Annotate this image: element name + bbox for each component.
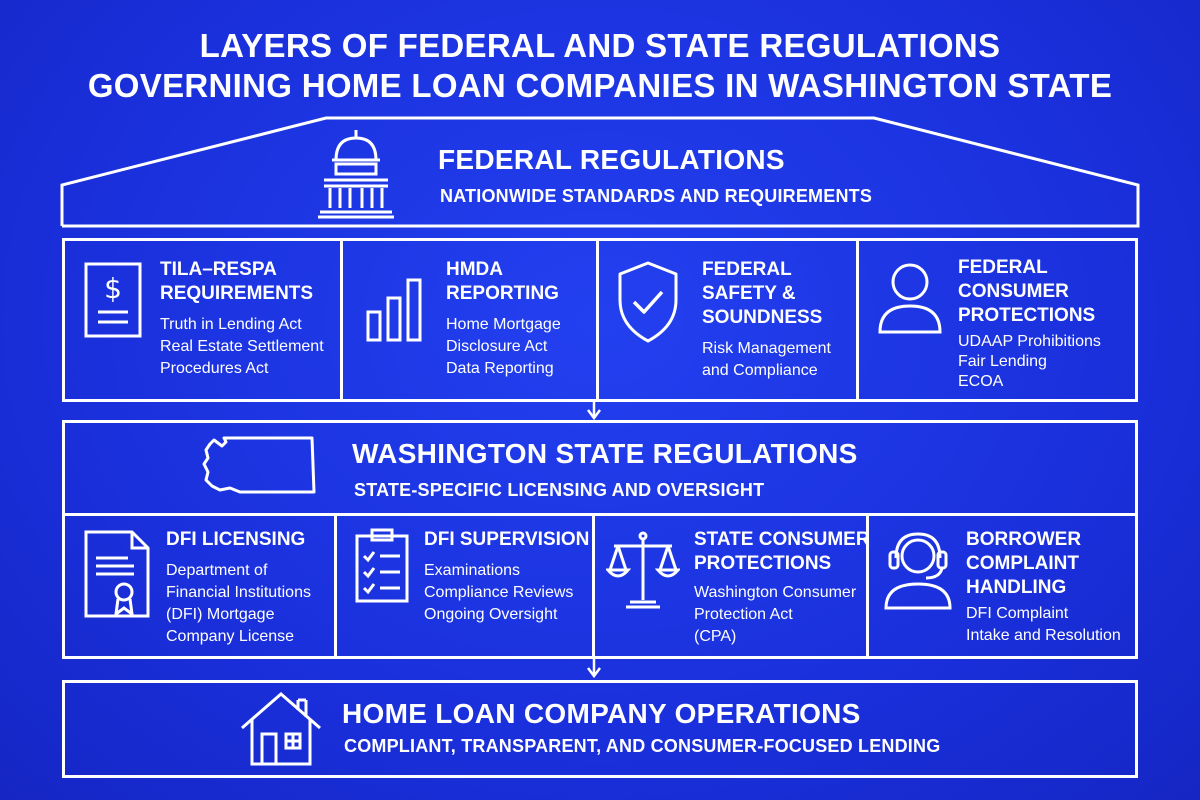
federal-divider-2 xyxy=(596,238,599,402)
state-cell-1-body: Department of Financial Institutions (DFI) Mortgage Company License xyxy=(166,562,311,645)
state-divider-1 xyxy=(334,513,337,659)
state-title: WASHINGTON STATE REGULATIONS xyxy=(352,438,858,469)
federal-divider-3 xyxy=(856,238,859,402)
federal-cell-1-body: Truth in Lending Act Real Estate Settlement Procedures Act xyxy=(160,316,324,377)
federal-title: FEDERAL REGULATIONS xyxy=(438,144,785,175)
state-divider-2 xyxy=(592,513,595,659)
operations-subtitle: COMPLIANT, TRANSPARENT, AND CONSUMER-FOCUSED LENDING xyxy=(344,736,941,756)
federal-subtitle: NATIONWIDE STANDARDS AND REQUIREMENTS xyxy=(440,186,873,206)
svg-text:$: $ xyxy=(104,272,122,305)
scales-of-justice-icon xyxy=(606,530,680,615)
operations-title: HOME LOAN COMPANY OPERATIONS xyxy=(342,698,861,729)
federal-cell-1-title: TILA–RESPA REQUIREMENTS xyxy=(160,259,314,304)
state-cell-4-title: BORROWER COMPLAINT HANDLING xyxy=(966,529,1082,598)
federal-divider-1 xyxy=(340,238,343,402)
title-line-1: LAYERS OF FEDERAL AND STATE REGULATIONS xyxy=(199,27,1001,64)
person-icon xyxy=(876,262,944,339)
federal-cell-4-body: UDAAP Prohibitions Fair Lending ECOA xyxy=(958,333,1101,390)
federal-cell-2-title: HMDA REPORTING xyxy=(446,259,559,304)
federal-cell-4-title: FEDERAL CONSUMER PROTECTIONS xyxy=(958,257,1096,326)
capitol-building-icon xyxy=(316,128,396,225)
washington-state-map-icon xyxy=(200,436,318,501)
clipboard-checklist-icon xyxy=(354,528,410,609)
certificate-icon xyxy=(84,530,150,627)
state-cell-2-body: Examinations Compliance Reviews Ongoing Oversight xyxy=(424,562,574,623)
federal-cell-3-title: FEDERAL SAFETY & SOUNDNESS xyxy=(702,259,823,328)
bar-chart-icon xyxy=(364,276,434,347)
state-cell-4-body: DFI Complaint Intake and Resolution xyxy=(966,605,1121,644)
shield-check-icon xyxy=(616,260,680,349)
dollar-document-icon xyxy=(84,262,142,343)
house-icon xyxy=(240,690,322,773)
state-cell-3-title: STATE CONSUMER PROTECTIONS xyxy=(694,529,870,574)
title-line-2: GOVERNING HOME LOAN COMPANIES IN WASHINGTON STATE xyxy=(87,67,1113,104)
federal-cell-2-body: Home Mortgage Disclosure Act Data Reporting xyxy=(446,316,561,377)
state-cell-2-title: DFI SUPERVISION xyxy=(424,529,590,550)
state-subtitle: STATE-SPECIFIC LICENSING AND OVERSIGHT xyxy=(354,480,765,500)
state-cell-1-title: DFI LICENSING xyxy=(166,529,306,550)
headset-agent-icon xyxy=(880,528,956,617)
federal-cell-3-body: Risk Management and Compliance xyxy=(702,340,831,379)
state-cell-3-body: Washington Consumer Protection Act (CPA) xyxy=(694,584,857,645)
